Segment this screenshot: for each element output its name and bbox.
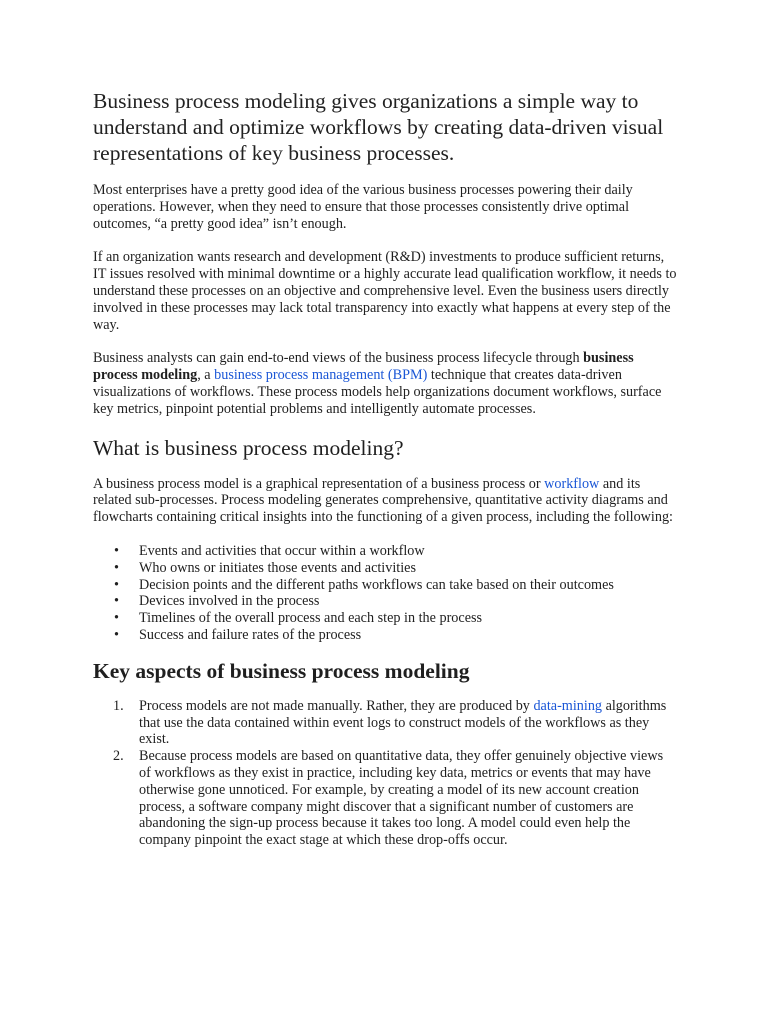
data-mining-link[interactable]: data-mining xyxy=(533,697,603,714)
lead-heading: Business process modeling gives organizations a simple way to understand and optimize workflows by creating data-driven visual representations of key business processes. xyxy=(93,89,664,165)
list-item-text: Events and activities that occur within a workflow xyxy=(139,542,425,559)
paragraph-text: technique that creates data-driven visualizations of workflows. These process models help organizations document workflows, surface key metrics, pinpoint potential problems and intelligently automate processes. xyxy=(93,367,662,417)
item-text: Process models are not made manually. Rather, they are produced by xyxy=(139,697,534,714)
document-page xyxy=(93,88,678,849)
list-item-text: Who owns or initiates those events and activities xyxy=(139,559,416,576)
item-text: Because process models are based on quantitative data, they offer genuinely objective views of workflows as they exist in practice, including key data, metrics or events that may have otherwise gone unnoticed. For example, by creating a model of its new account creation process, a software company might discover that a significant number of customers are abandoning the sign-up process because it takes too long. A model could even help the company pinpoint the exact stage at which these drop-offs occur. xyxy=(139,748,664,849)
numbered-list xyxy=(93,698,678,849)
list-item xyxy=(93,610,678,627)
paragraph-business-analysts xyxy=(93,350,678,417)
bullet-glyph: • xyxy=(114,576,119,593)
list-item-text: Success and failure rates of the process xyxy=(139,626,362,643)
item-number: 1. xyxy=(113,697,124,714)
section-heading-key-aspects: Key aspects of business process modeling xyxy=(93,658,470,683)
bold-term: business process modeling xyxy=(93,350,634,384)
bullet-list xyxy=(93,543,678,644)
list-item xyxy=(93,593,678,610)
list-item xyxy=(93,627,678,644)
bullet-glyph: • xyxy=(114,559,119,576)
bullet-glyph: • xyxy=(114,610,119,627)
list-item-text: Timelines of the overall process and each step in the process xyxy=(139,610,483,627)
paragraph-text: and its related sub-processes. Process modeling generates comprehensive, quantitative activity diagrams and flowcharts containing critical insights into the functioning of a given process, including the following: xyxy=(93,475,673,526)
bpm-link[interactable]: business process management (BPM) xyxy=(214,367,428,384)
list-item xyxy=(93,560,678,577)
workflow-link[interactable]: workflow xyxy=(544,475,600,492)
bullet-glyph: • xyxy=(114,542,119,559)
paragraph-text: A business process model is a graphical representation of a business process or xyxy=(93,475,545,492)
bullet-glyph: • xyxy=(114,626,119,643)
paragraph-text: Business analysts can gain end-to-end views of the business process lifecycle through xyxy=(93,350,584,367)
section-heading-what-is: What is business process modeling? xyxy=(93,435,404,460)
item-text: algorithms that use the data contained within event logs to construct models of the workflows as they exist. xyxy=(139,697,667,748)
paragraph-rnd: If an organization wants research and development (R&D) investments to produce sufficient returns, IT issues resolved with minimal downtime or a highly accurate lead qualification workflow, it needs to understand these processes on an objective and comprehensive level. Even the business users directly involved in these processes may lack total transparency into exactly what happens at every step of the way. xyxy=(93,249,677,333)
numbered-item xyxy=(93,748,678,849)
paragraph-definition xyxy=(93,476,678,526)
list-item xyxy=(93,577,678,594)
paragraph-text: , a xyxy=(197,367,215,384)
item-number: 2. xyxy=(113,748,124,765)
list-item-text: Devices involved in the process xyxy=(139,593,320,610)
paragraph-enterprises: Most enterprises have a pretty good idea of the various business processes powering their daily operations. However, when they need to ensure that those processes consistently drive optimal outcomes, “a pretty good idea” isn’t enough. xyxy=(93,182,633,232)
list-item-text: Decision points and the different paths workflows can take based on their outcomes xyxy=(139,576,614,593)
list-item xyxy=(93,543,678,560)
numbered-item xyxy=(93,698,678,748)
bullet-glyph: • xyxy=(114,593,119,610)
